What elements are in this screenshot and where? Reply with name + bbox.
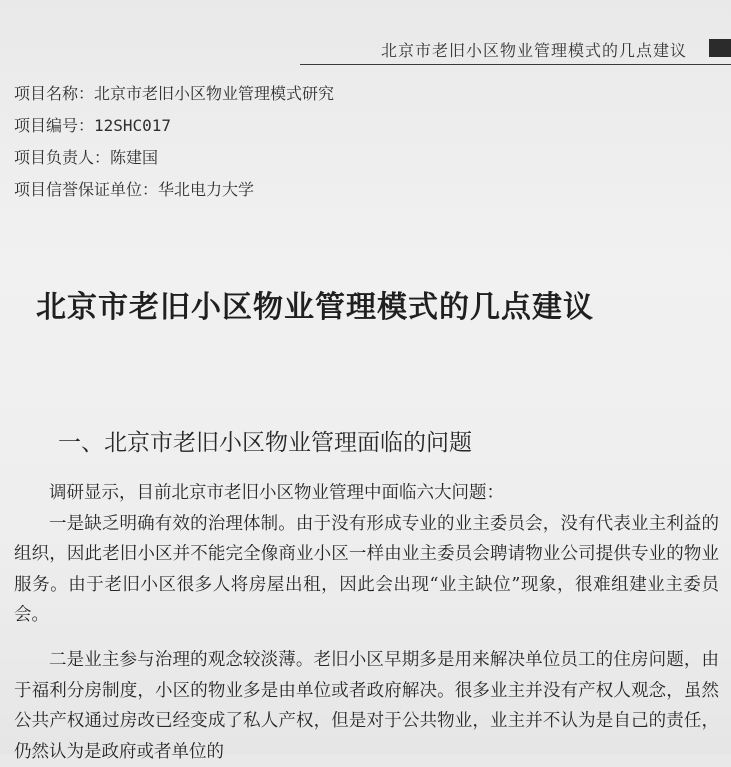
project-number: 项目编号：12SHC017 (14, 116, 172, 135)
paragraph-two: 二是业主参与治理的观念较淡薄。老旧小区早期多是用来解决单位员工的住房问题，由于福利分房制度，小区的物业多是由单位或者政府解决。很多业主并没有产权人观念，虽然公共产权通过房改已经变成了私人产权，但是对于公共物业，业主并不认为是自己的责任，仍然认为是政府或者单位的 (14, 649, 719, 762)
section-heading: 一、北京市老旧小区物业管理面临的问题 (58, 430, 472, 456)
project-leader: 项目负责人：陈建国 (14, 148, 159, 167)
article-body (14, 478, 719, 767)
paragraph-one: 一是缺乏明确有效的治理体制。由于没有形成专业的业主委员会，没有代表业主利益的组织，因此老旧小区并不能完全像商业小区一样由业主委员会聘请物业公司提供专业的物业服务。由于老旧小区很多人将房屋出租，因此会出现“业主缺位”现象，很难组建业主委员会。 (14, 513, 719, 626)
article-title: 北京市老旧小区物业管理模式的几点建议 (36, 290, 594, 325)
paragraph-intro: 调研显示，目前北京市老旧小区物业管理中面临六大问题： (49, 483, 504, 503)
project-guarantor: 项目信誉保证单位：华北电力大学 (14, 180, 255, 199)
header-marker-bar (709, 39, 731, 57)
running-header (300, 36, 731, 65)
project-meta (14, 78, 334, 206)
running-header-text: 北京市老旧小区物业管理模式的几点建议 (380, 41, 687, 60)
project-name: 项目名称：北京市老旧小区物业管理模式研究 (14, 84, 335, 103)
